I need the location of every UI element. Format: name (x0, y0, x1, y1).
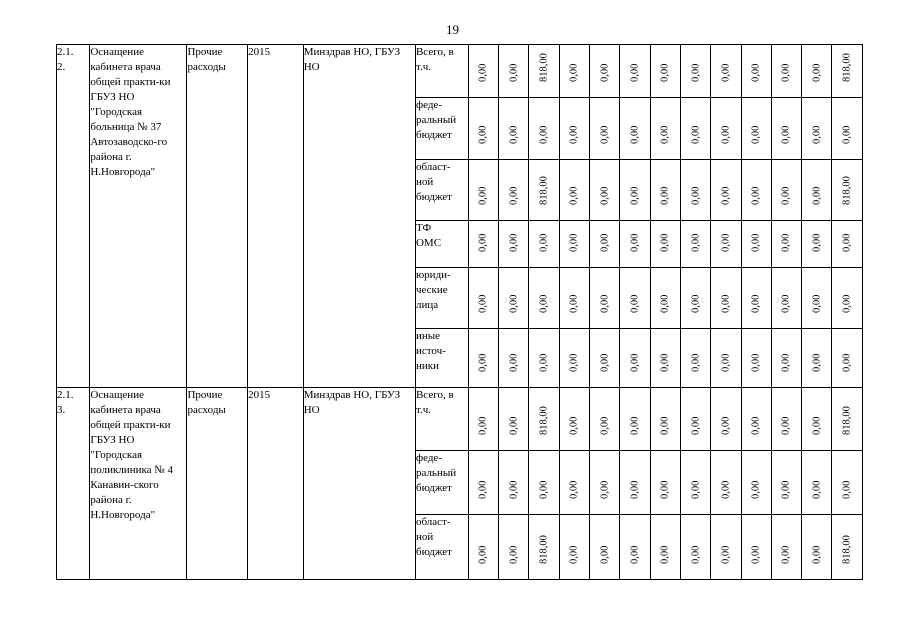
value-text: 0,00 (508, 294, 520, 313)
funding-source: област- ной бюджет (415, 515, 468, 580)
value-cell (498, 388, 528, 451)
value-cell (650, 160, 680, 221)
value-cell (620, 98, 650, 160)
value-text: 0,00 (720, 63, 732, 82)
value-text: 0,00 (780, 480, 792, 499)
value-cell (802, 160, 832, 221)
value-text: 0,00 (629, 545, 641, 564)
value-text: 0,00 (477, 545, 489, 564)
value-cell (771, 388, 801, 451)
value-cell (620, 160, 650, 221)
value-text: 0,00 (811, 233, 823, 252)
value-text: 818,00 (841, 176, 853, 205)
value-cell (771, 45, 801, 98)
funding-source: феде- ральный бюджет (415, 98, 468, 160)
value-cell (559, 160, 589, 221)
value-cell (468, 45, 498, 98)
value-text: 0,00 (841, 353, 853, 372)
value-text: 0,00 (811, 294, 823, 313)
value-text: 0,00 (811, 63, 823, 82)
value-text: 0,00 (599, 125, 611, 144)
value-text: 0,00 (841, 294, 853, 313)
value-text: 0,00 (720, 353, 732, 372)
value-text: 0,00 (750, 294, 762, 313)
value-text: 0,00 (690, 416, 701, 435)
value-cell (650, 268, 680, 329)
value-cell (680, 45, 710, 98)
value-text: 0,00 (750, 63, 762, 82)
value-cell (741, 221, 771, 268)
value-cell (711, 45, 741, 98)
value-cell (589, 160, 619, 221)
value-cell (498, 268, 528, 329)
value-cell (741, 451, 771, 515)
value-text: 0,00 (659, 480, 671, 499)
table-row (57, 45, 863, 98)
value-cell (650, 221, 680, 268)
value-text: 0,00 (477, 186, 489, 205)
value-text: 0,00 (538, 353, 550, 372)
value-cell (771, 221, 801, 268)
executor: Минздрав НО, ГБУЗ НО (303, 45, 415, 388)
value-text: 0,00 (780, 353, 792, 372)
value-text: 0,00 (690, 480, 701, 499)
value-text: 0,00 (477, 416, 489, 435)
value-text: 0,00 (508, 353, 520, 372)
value-text: 0,00 (750, 233, 762, 252)
value-cell (650, 515, 680, 580)
value-cell (832, 388, 863, 451)
value-text: 818,00 (538, 406, 550, 435)
value-cell (680, 329, 710, 388)
value-cell (680, 451, 710, 515)
item-year: 2015 (248, 388, 304, 580)
value-text: 0,00 (629, 186, 641, 205)
value-cell (559, 451, 589, 515)
value-cell (468, 98, 498, 160)
value-text: 0,00 (599, 480, 611, 499)
value-cell (468, 451, 498, 515)
value-cell (711, 451, 741, 515)
value-cell (650, 451, 680, 515)
value-cell (529, 451, 559, 515)
item-title: Оснащение кабинета врача общей практи-ки ГБУЗ НО "Городская больница № 37 Автозаводско-го района г. Н.Новгорода" (90, 45, 187, 388)
value-text: 0,00 (508, 416, 520, 435)
value-cell (589, 221, 619, 268)
value-cell (468, 221, 498, 268)
value-text: 0,00 (538, 233, 550, 252)
value-cell (529, 45, 559, 98)
value-text: 0,00 (780, 416, 792, 435)
value-cell (620, 45, 650, 98)
value-cell (529, 98, 559, 160)
value-text: 0,00 (568, 125, 580, 144)
value-cell (468, 388, 498, 451)
value-cell (771, 515, 801, 580)
expense-type: Прочие расходы (187, 388, 248, 580)
value-cell (559, 45, 589, 98)
value-cell (620, 221, 650, 268)
value-cell (559, 515, 589, 580)
value-cell (620, 451, 650, 515)
value-cell (802, 515, 832, 580)
value-text: 0,00 (629, 125, 641, 144)
value-cell (741, 329, 771, 388)
value-cell (620, 515, 650, 580)
funding-source: Всего, в т.ч. (415, 388, 468, 451)
value-text: 0,00 (811, 353, 823, 372)
value-cell (832, 45, 863, 98)
value-cell (529, 515, 559, 580)
value-text: 0,00 (508, 545, 520, 564)
funding-source: област- ной бюджет (415, 160, 468, 221)
value-cell (620, 388, 650, 451)
value-cell (589, 451, 619, 515)
value-text: 818,00 (538, 53, 550, 82)
value-cell (650, 98, 680, 160)
value-cell (711, 329, 741, 388)
value-text: 0,00 (659, 233, 671, 252)
budget-table (56, 44, 863, 580)
value-text: 0,00 (508, 480, 520, 499)
value-text: 0,00 (780, 63, 792, 82)
value-text: 0,00 (720, 294, 732, 313)
value-cell (741, 98, 771, 160)
value-cell (589, 45, 619, 98)
value-text: 0,00 (477, 63, 489, 82)
value-text: 0,00 (780, 294, 792, 313)
expense-type: Прочие расходы (187, 45, 248, 388)
value-cell (802, 388, 832, 451)
value-text: 0,00 (750, 353, 762, 372)
value-text: 0,00 (629, 416, 641, 435)
value-text: 0,00 (538, 125, 550, 144)
value-cell (711, 160, 741, 221)
value-text: 0,00 (568, 294, 580, 313)
value-cell (498, 98, 528, 160)
value-text: 0,00 (750, 125, 762, 144)
value-text: 0,00 (811, 480, 823, 499)
value-text: 0,00 (599, 233, 611, 252)
value-cell (832, 451, 863, 515)
value-text: 818,00 (841, 406, 853, 435)
value-cell (802, 221, 832, 268)
value-text: 0,00 (538, 480, 550, 499)
value-text: 0,00 (659, 186, 671, 205)
value-cell (741, 515, 771, 580)
value-text: 0,00 (720, 545, 732, 564)
value-cell (832, 515, 863, 580)
funding-source: иные источ- ники (415, 329, 468, 388)
value-text: 0,00 (780, 233, 792, 252)
value-cell (468, 268, 498, 329)
value-text: 0,00 (659, 416, 671, 435)
value-text: 0,00 (568, 63, 580, 82)
funding-source: юриди- ческие лица (415, 268, 468, 329)
value-cell (650, 388, 680, 451)
value-cell (529, 388, 559, 451)
value-cell (771, 451, 801, 515)
value-cell (711, 388, 741, 451)
table-row (57, 388, 863, 451)
value-text: 0,00 (780, 545, 792, 564)
value-text: 0,00 (841, 480, 853, 499)
value-text: 0,00 (599, 353, 611, 372)
value-cell (771, 329, 801, 388)
value-cell (771, 98, 801, 160)
value-text: 0,00 (599, 416, 611, 435)
value-cell (802, 98, 832, 160)
value-cell (802, 329, 832, 388)
value-text: 0,00 (568, 480, 580, 499)
value-cell (650, 45, 680, 98)
value-cell (559, 268, 589, 329)
value-text: 0,00 (629, 353, 641, 372)
value-cell (802, 45, 832, 98)
value-text: 0,00 (538, 294, 550, 313)
value-cell (711, 268, 741, 329)
value-text: 0,00 (568, 186, 580, 205)
value-cell (468, 515, 498, 580)
value-cell (529, 221, 559, 268)
value-cell (832, 98, 863, 160)
value-cell (832, 329, 863, 388)
value-text: 0,00 (659, 125, 671, 144)
value-cell (529, 268, 559, 329)
value-cell (498, 45, 528, 98)
value-cell (680, 160, 710, 221)
value-text: 0,00 (568, 545, 580, 564)
value-text: 0,00 (750, 545, 762, 564)
value-text: 0,00 (811, 545, 823, 564)
value-cell (589, 98, 619, 160)
value-text: 0,00 (659, 294, 671, 313)
value-cell (741, 268, 771, 329)
value-text: 0,00 (750, 186, 762, 205)
value-cell (620, 329, 650, 388)
value-cell (559, 221, 589, 268)
value-cell (771, 268, 801, 329)
value-cell (589, 268, 619, 329)
value-text: 0,00 (477, 233, 489, 252)
value-text: 0,00 (690, 63, 701, 82)
page-number: 19 (446, 22, 459, 37)
value-text: 0,00 (720, 416, 732, 435)
funding-source: феде- ральный бюджет (415, 451, 468, 515)
value-text: 0,00 (477, 294, 489, 313)
value-cell (559, 329, 589, 388)
value-text: 0,00 (780, 186, 792, 205)
value-text: 0,00 (720, 233, 732, 252)
value-cell (680, 221, 710, 268)
value-text: 0,00 (599, 545, 611, 564)
value-text: 0,00 (690, 233, 701, 252)
value-cell (711, 515, 741, 580)
value-text: 0,00 (690, 353, 701, 372)
value-cell (559, 98, 589, 160)
value-text: 0,00 (508, 63, 520, 82)
value-text: 0,00 (720, 125, 732, 144)
value-text: 0,00 (629, 63, 641, 82)
value-cell (498, 515, 528, 580)
value-cell (468, 160, 498, 221)
item-number: 2.1. 2. (57, 45, 90, 388)
value-cell (680, 388, 710, 451)
value-cell (711, 221, 741, 268)
value-text: 0,00 (599, 63, 611, 82)
value-text: 0,00 (811, 186, 823, 205)
value-text: 0,00 (841, 125, 853, 144)
value-cell (589, 329, 619, 388)
value-cell (802, 268, 832, 329)
value-text: 0,00 (811, 125, 823, 144)
value-text: 0,00 (508, 233, 520, 252)
value-text: 0,00 (568, 233, 580, 252)
item-year: 2015 (248, 45, 304, 388)
value-cell (832, 160, 863, 221)
value-text: 0,00 (690, 545, 701, 564)
value-text: 0,00 (568, 416, 580, 435)
value-cell (559, 388, 589, 451)
value-cell (680, 268, 710, 329)
item-title: Оснащение кабинета врача общей практи-ки ГБУЗ НО "Городская поликлиника № 4 Канавин-ского района г. Н.Новгорода" (90, 388, 187, 580)
value-text: 818,00 (538, 176, 550, 205)
value-cell (832, 221, 863, 268)
funding-source: Всего, в т.ч. (415, 45, 468, 98)
executor: Минздрав НО, ГБУЗ НО (303, 388, 415, 580)
value-text: 0,00 (780, 125, 792, 144)
value-text: 818,00 (841, 535, 853, 564)
value-text: 0,00 (841, 233, 853, 252)
value-text: 818,00 (538, 535, 550, 564)
value-text: 0,00 (690, 125, 701, 144)
value-text: 0,00 (690, 186, 701, 205)
value-cell (741, 160, 771, 221)
value-cell (802, 451, 832, 515)
value-text: 0,00 (599, 294, 611, 313)
value-text: 0,00 (811, 416, 823, 435)
value-text: 0,00 (629, 480, 641, 499)
value-cell (498, 329, 528, 388)
value-text: 0,00 (508, 186, 520, 205)
value-cell (711, 98, 741, 160)
value-cell (680, 98, 710, 160)
value-cell (589, 388, 619, 451)
value-cell (650, 329, 680, 388)
value-text: 0,00 (659, 353, 671, 372)
item-number: 2.1. 3. (57, 388, 90, 580)
value-text: 0,00 (750, 416, 762, 435)
value-text: 0,00 (690, 294, 701, 313)
value-text: 0,00 (720, 186, 732, 205)
value-cell (680, 515, 710, 580)
value-cell (589, 515, 619, 580)
value-text: 0,00 (568, 353, 580, 372)
value-text: 818,00 (841, 53, 853, 82)
value-text: 0,00 (659, 63, 671, 82)
value-cell (832, 268, 863, 329)
value-cell (771, 160, 801, 221)
value-text: 0,00 (629, 233, 641, 252)
value-text: 0,00 (720, 480, 732, 499)
value-cell (529, 160, 559, 221)
value-text: 0,00 (477, 353, 489, 372)
value-text: 0,00 (659, 545, 671, 564)
value-text: 0,00 (750, 480, 762, 499)
value-cell (529, 329, 559, 388)
value-cell (498, 160, 528, 221)
value-text: 0,00 (477, 125, 489, 144)
value-cell (620, 268, 650, 329)
value-text: 0,00 (629, 294, 641, 313)
value-cell (741, 388, 771, 451)
value-cell (468, 329, 498, 388)
value-text: 0,00 (508, 125, 520, 144)
value-cell (741, 45, 771, 98)
value-cell (498, 451, 528, 515)
value-cell (498, 221, 528, 268)
funding-source: ТФ ОМС (415, 221, 468, 268)
value-text: 0,00 (599, 186, 611, 205)
value-text: 0,00 (477, 480, 489, 499)
